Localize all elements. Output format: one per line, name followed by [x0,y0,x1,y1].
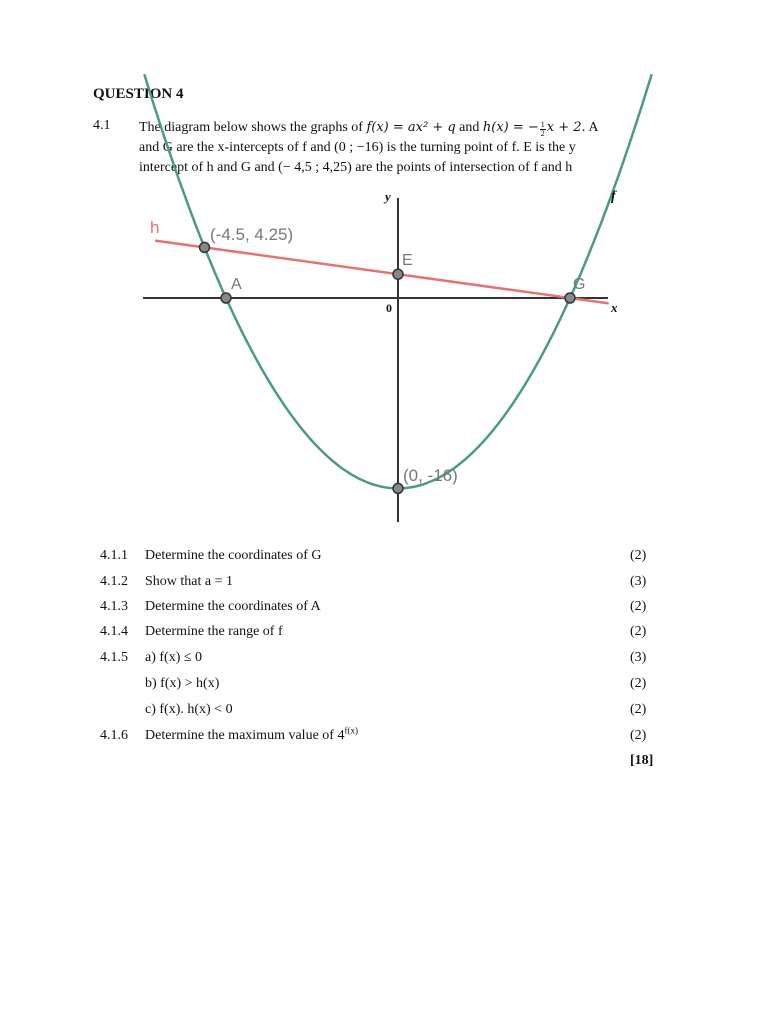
point-g [565,293,575,303]
intro-line-2: and G are the x-intercepts of f and (0 ; −16) is the turning point of f. E is the y [139,140,576,155]
h-label: h [150,218,160,237]
point-a [221,293,231,303]
a-label: A [231,276,242,293]
subquestion-row: 4.1.4 Determine the range of f (2) [100,624,647,639]
question-number: 4.1 [93,118,111,133]
e-label: E [402,252,413,269]
x-axis-label: x [611,300,618,315]
half-fraction: $\frac{1}{2}$ [540,120,545,138]
y-axis-label: y [385,189,391,204]
question-heading: QUESTION 4 [93,86,184,102]
point-e [393,269,403,279]
origin-label: 0 [386,301,392,315]
intro-line-3: intercept of h and G and (− 4,5 ; 4,25) are the points of intersection of f and h [139,160,573,175]
g-label: G [573,276,586,293]
intersection-label: (-4.5, 4.25) [210,225,294,244]
intro-line-1: The diagram below shows the graphs of f(x) = ax² + q and h(x) = − $\frac{1}{2}$ x + 2. A [139,120,599,138]
subquestion-row: 4.1.5 a) f(x) ≤ 0 (3) [100,650,647,665]
exponent: f(x) [344,725,358,736]
total-marks: [18] [630,753,654,768]
subquestion-row: 4.1.6 Determine the maximum value of $4^{f(x)}$ (2) [100,725,647,743]
h-expression-end: x + 2. [546,120,586,135]
f-label: f [611,189,616,204]
turning-point [393,483,403,493]
intersection-point [200,242,210,252]
h-expression-start: h(x) = − [482,120,539,135]
f-expression: f(x) = ax² + q [366,120,456,135]
subquestion-row: 4.1.1 Determine the coordinates of G (2) [100,548,647,563]
subquestion-row: 4.1.2 Show that a = 1 (3) [100,574,647,589]
subquestion-row: b) f(x) > h(x) (2) [145,676,647,691]
turning-point-label: (0, -16) [403,466,458,485]
subquestion-row: c) f(x). h(x) < 0 (2) [145,702,647,717]
subquestion-row: 4.1.3 Determine the coordinates of A (2) [100,599,647,614]
